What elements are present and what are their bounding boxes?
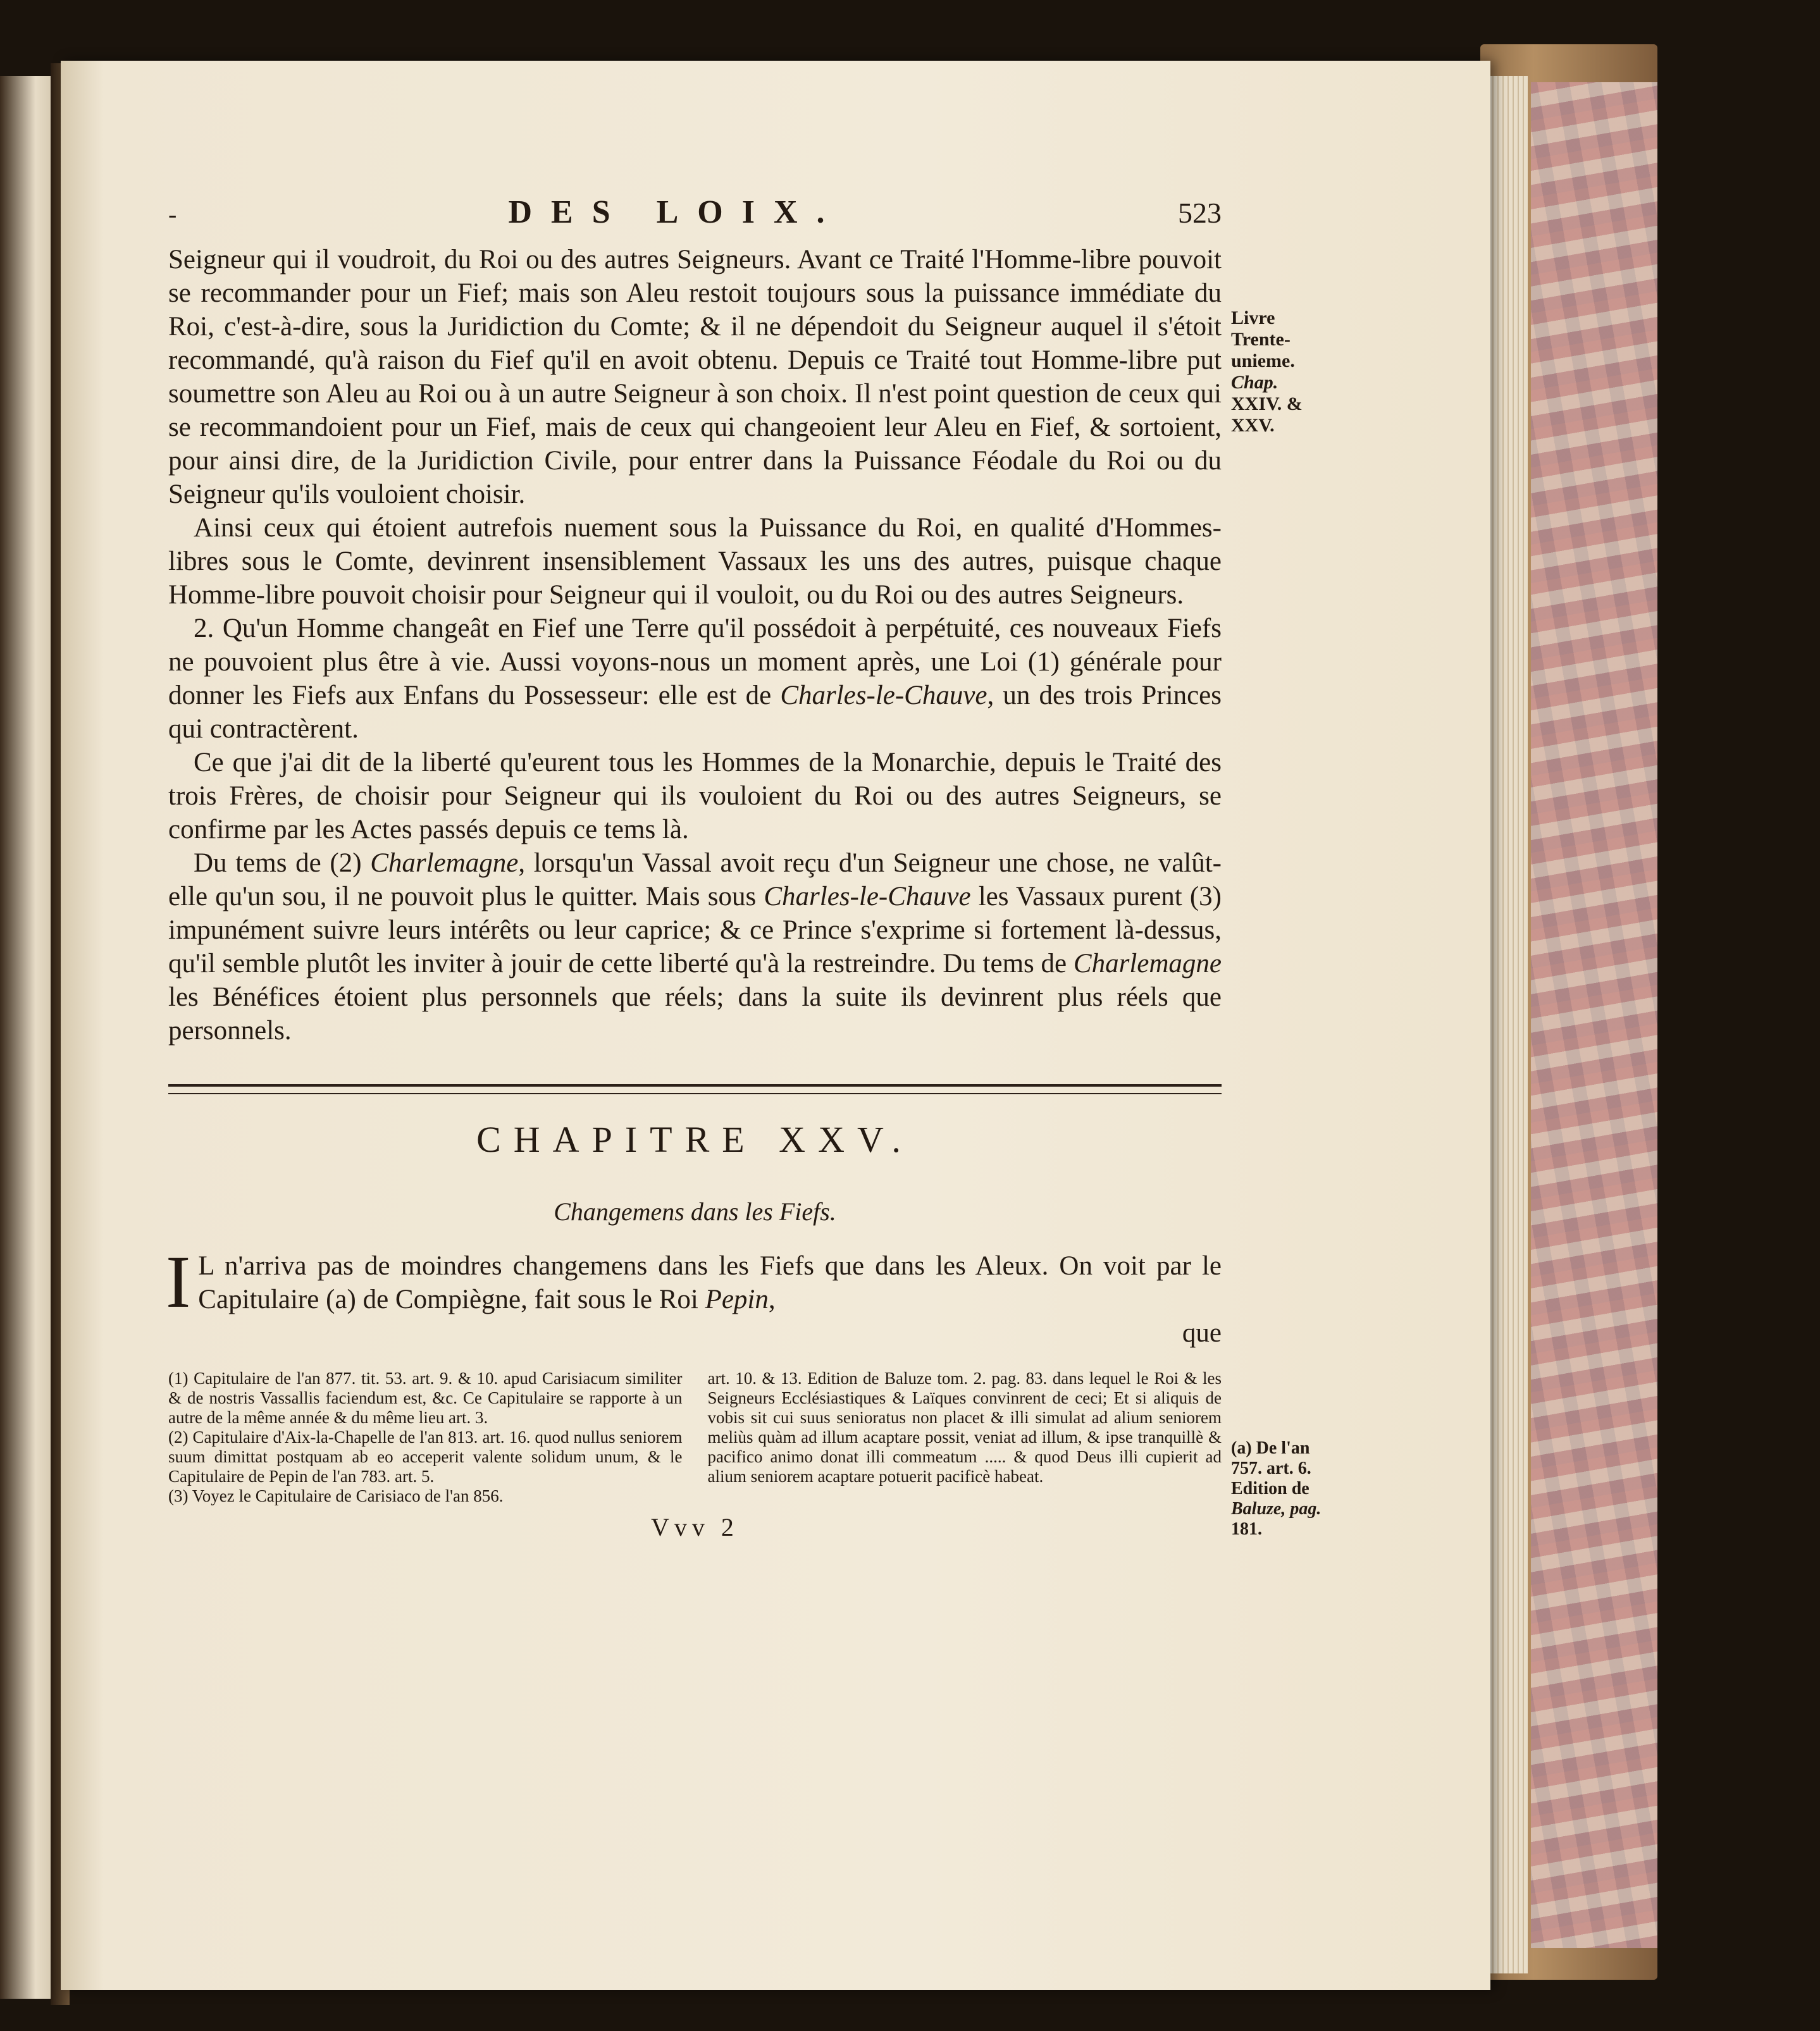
chapter-rule [168, 1084, 1222, 1094]
paragraph-4: Ce que j'ai dit de la liberté qu'eurent tous les Hommes de la Monarchie, depuis le Traité des trois Frères, de choisir pour Seigneur qui ils vouloient du Roi ou des autres Seigneurs, se confirme par les Actes passés depuis ce tems là. [168, 748, 1222, 844]
drop-cap: I [166, 1240, 191, 1323]
catchword: que [1182, 1318, 1222, 1348]
chapter-subtitle: Changemens dans les Fiefs. [554, 1197, 836, 1226]
running-head [168, 194, 1222, 238]
name-charlemagne: Charlemagne [370, 848, 519, 878]
name-charles-le-chauve: Charles-le-Chauve [780, 681, 987, 710]
margin-note-footnote-a: (a) De l'an 757. art. 6. Edition de Baluze, pag. 181. [1231, 1438, 1322, 1539]
page-number: 523 [1178, 197, 1222, 229]
chapter-first-paragraph: I L n'arriva pas de moindres changemens dans les Fiefs que dans les Aleux. On voit par le Capitulaire (a) de Compiègne, fait sous le Roi Pepin, [166, 1240, 1222, 1323]
paragraph-2: Ainsi ceux qui étoient autrefois nuement sous la Puissance du Roi, en qualité d'Hommes-libres sous le Comte, devinrent insensiblement Vassaux les uns des autres, puisque chaque Homme-libre pouvoit choisir pour Seigneur qui il vouloit, ou du Roi ou des autres Seigneurs. [168, 513, 1222, 610]
name-charles-le-chauve-2: Charles-le-Chauve [764, 882, 971, 911]
paragraph-3: 2. Qu'un Homme changeât en Fief une Terre qu'il possédoit à perpétuité, ces nouveaux Fiefs ne pouvoient plus être à vie. Aussi voyons-nous un moment après, une Loi (1) générale pour donner les Fiefs aux Enfans du Possesseur: elle est de Charles-le-Chauve, un des trois Princes qui contractèrent. [168, 614, 1222, 744]
footnote-1-continued: art. 10. & 13. Edition de Baluze tom. 2. pag. 83. dans lequel le Roi & les Seigneurs Ecclésiastiques & Laïques convinrent de ceci; Et si aliquis de vobis sit cui suus senioratus non placet & illi simulat ad alium seniorem meliùs quàm ad illum acaptare possit, veniat ad illum, & ipse tranquillè & pacifico animo donat illi commeatum ..... & quod Deus illi cupierit ad alium seniorem acaptare potuerit pacificè habeat. [707, 1369, 1222, 1486]
name-pepin: Pepin [705, 1285, 769, 1314]
paragraph-1: Seigneur qui il voudroit, du Roi ou des autres Seigneurs. Avant ce Traité l'Homme-libre pouvoit se recommander pour un Fief; mais son Aleu restoit toujours sous la puissance immédiate du Roi, c'est-à-dire, sous la Juridiction du Comte; & il ne dépendoit du Seigneur auquel il s'étoit recommandé, qu'à raison du Fief qu'il en avoit obtenu. Depuis ce Traité tout Homme-libre put soumettre son Aleu au Roi ou à un autre Seigneur à son choix. Il n'est point question de ceux qui se recommandoient pour un Fief, mais de ceux qui changeoient leur Aleu en Fief, & sortoient, pour ainsi dire, de la Juridiction Civile, pour entrer dans la Puissance Féodale du Roi ou du Seigneur qu'ils vouloient choisir. [168, 245, 1222, 509]
name-charlemagne-2: Charlemagne [1073, 949, 1222, 978]
paragraph-5: Du tems de (2) Charlemagne, lorsqu'un Vassal avoit reçu d'un Seigneur une chose, ne valût-elle qu'un sou, il ne pouvoit plus le quitter. Mais sous Charles-le-Chauve les Vassaux purent (3) impunément suivre leurs intérêts ou leur caprice; & ce Prince s'exprime si fortement là-dessus, qu'il semble plutôt les inviter à jouir de cette liberté qu'à la restreindre. Du tems de Charlemagne les Bénéfices étoient plus personnels que réels; dans la suite ils devinrent plus réels que personnels. [168, 848, 1222, 1046]
footnote-1: (1) Capitulaire de l'an 877. tit. 53. art. 9. & 10. apud Carisiacum similiter & de nostris Vassallis faciendum est, &c. Ce Capitulaire se rapporte à un autre de la même année & du même lieu art. 3. [168, 1369, 683, 1427]
chapter-title: CHAPITRE XXV. [476, 1119, 913, 1160]
main-text-block [168, 194, 1222, 1542]
footnote-2: (2) Capitulaire d'Aix-la-Chapelle de l'an 813. art. 16. quod nullus seniorem suum dimittat postquam ab eo acceperit valente solidum unum, & le Capitulaire de Pepin de l'an 783. art. 5. [168, 1428, 683, 1486]
book-page [61, 61, 1490, 1990]
signature-mark: Vvv 2 [651, 1513, 739, 1541]
facing-page-edge [0, 76, 51, 1999]
header-dash: - [168, 200, 177, 228]
footnotes-left-column [168, 1369, 683, 1506]
footnotes [168, 1369, 1222, 1506]
footnotes-right-column [708, 1369, 1222, 1506]
running-title: DES LOIX. [508, 194, 844, 230]
footnote-3: (3) Voyez le Capitulaire de Carisiaco de l'an 856. [168, 1486, 504, 1505]
margin-note-book-chapter: Livre Trente- unieme. Chap. XXIV. & XXV. [1231, 307, 1303, 436]
marbled-endpaper [1531, 82, 1657, 1948]
